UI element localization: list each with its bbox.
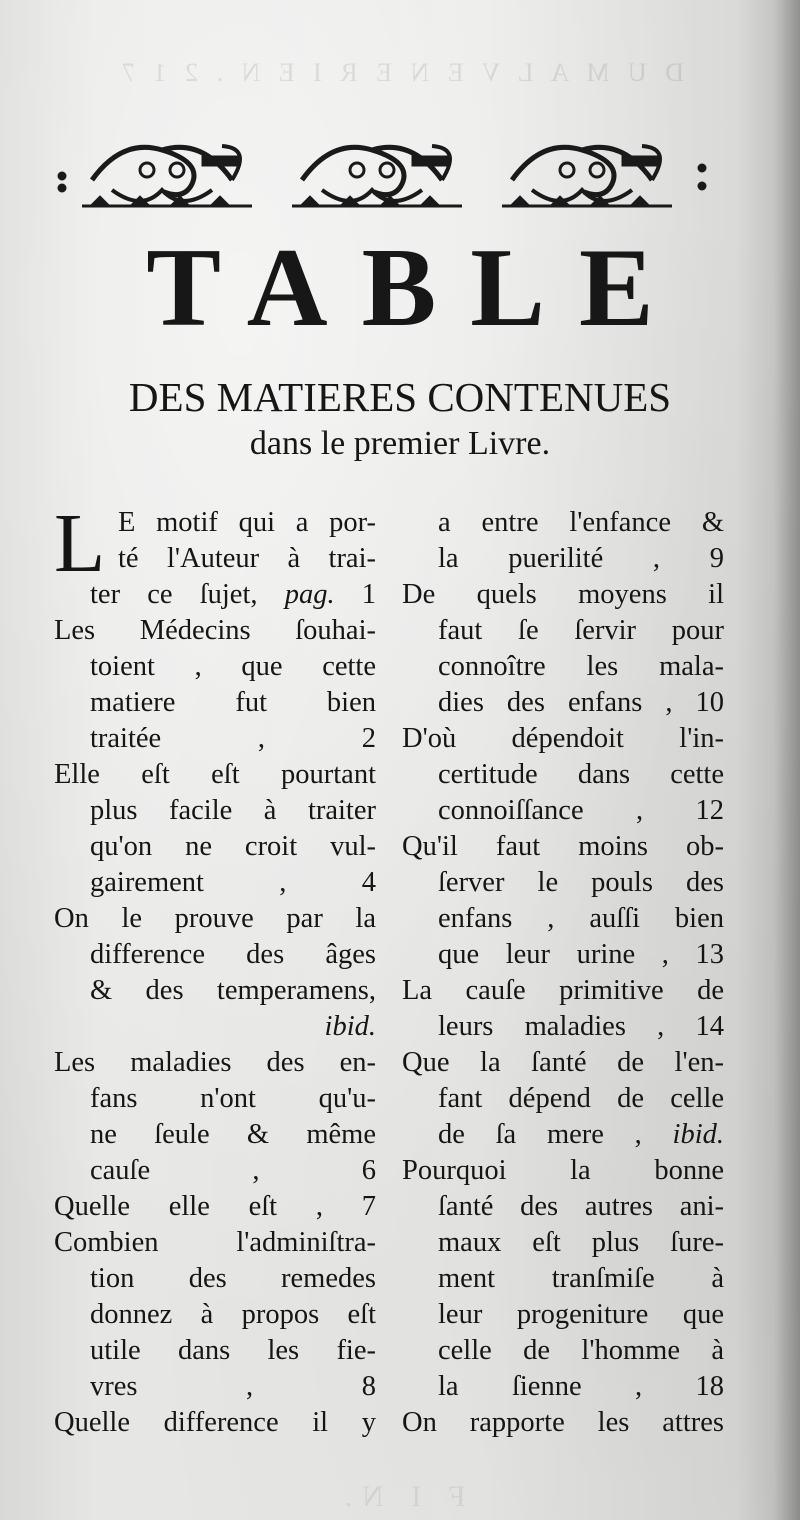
entry-text: gairement , bbox=[90, 867, 287, 898]
index-column-right bbox=[402, 505, 724, 1441]
page-reference: 7 bbox=[361, 1191, 377, 1222]
entry-text: que leur urine , bbox=[438, 939, 669, 970]
page-reference: 10 bbox=[695, 687, 725, 718]
entry-text: Quelle difference il y bbox=[54, 1407, 376, 1438]
index-line bbox=[54, 901, 376, 937]
index-line bbox=[54, 577, 376, 613]
entry-text: ne ſeule & même bbox=[90, 1119, 376, 1150]
entry-text: Les maladies des en- bbox=[54, 1047, 376, 1078]
page-reference: 2 bbox=[361, 723, 376, 754]
page-reference: ibid. bbox=[324, 1011, 376, 1042]
index-line bbox=[54, 505, 376, 541]
index-line bbox=[54, 793, 376, 829]
entry-text: ment tranſmiſe à bbox=[438, 1263, 724, 1294]
index-line bbox=[402, 649, 724, 685]
index-line bbox=[54, 1405, 376, 1441]
page-reference: 9 bbox=[709, 543, 725, 574]
index-line bbox=[402, 541, 724, 577]
index-line bbox=[54, 1045, 376, 1081]
entry-text: qu'on ne croit vul- bbox=[90, 831, 376, 862]
index-line bbox=[54, 973, 376, 1009]
index-column-left bbox=[54, 497, 377, 1441]
entry-text: Pourquoi la bonne bbox=[402, 1155, 724, 1186]
entry-text: La cauſe primitive de bbox=[402, 975, 724, 1006]
index-line bbox=[402, 1189, 724, 1225]
entry-text: ſanté des autres ani- bbox=[438, 1191, 724, 1222]
entry-text: faut ſe ſervir pour bbox=[438, 615, 724, 646]
index-line bbox=[402, 1009, 724, 1045]
entry-text: certitude dans cette bbox=[438, 759, 724, 790]
index-line bbox=[54, 649, 376, 685]
entry-text: leurs maladies , bbox=[438, 1011, 665, 1042]
entry-text: la puerilité , bbox=[438, 543, 661, 574]
entry-text: Que la ſanté de l'en- bbox=[402, 1047, 724, 1078]
floral-headpiece-ornament-icon bbox=[52, 128, 712, 218]
index-line bbox=[54, 1081, 376, 1117]
entry-text: ſerver le pouls des bbox=[438, 867, 724, 898]
entry-text: enfans , auſſi bien bbox=[438, 903, 724, 934]
index-line bbox=[402, 793, 724, 829]
index-line bbox=[402, 937, 724, 973]
index-line bbox=[402, 1081, 724, 1117]
index-line bbox=[402, 1333, 724, 1369]
entry-text: & des temperamens, bbox=[90, 975, 376, 1006]
page-reference: 6 bbox=[361, 1155, 376, 1186]
entry-text: leur progeniture que bbox=[438, 1299, 724, 1330]
page-reference: ibid. bbox=[672, 1119, 724, 1150]
entry-text: On rapporte les attres bbox=[402, 1407, 724, 1438]
entry-text: ter ce ſujet, bbox=[90, 579, 258, 610]
index-line bbox=[402, 505, 724, 541]
index-line bbox=[402, 1153, 724, 1189]
index-line bbox=[54, 757, 376, 793]
page-reference: 18 bbox=[695, 1371, 724, 1402]
entry-text: E motif qui a por- bbox=[118, 507, 376, 538]
entry-text: Les Médecins ſouhai- bbox=[54, 615, 376, 646]
index-line bbox=[54, 613, 376, 649]
page-reference: 14 bbox=[695, 1011, 725, 1042]
index-line bbox=[54, 685, 376, 721]
index-line bbox=[402, 973, 724, 1009]
show-through-running-head: D U M A L V E N E R I E N . 2 1 7 bbox=[115, 58, 685, 87]
entry-text: té l'Auteur à trai- bbox=[118, 543, 376, 574]
entry-text: Elle eſt eſt pourtant bbox=[54, 759, 376, 790]
entry-text: Quelle elle eſt , bbox=[54, 1191, 323, 1222]
index-line bbox=[402, 865, 724, 901]
index-line bbox=[402, 577, 724, 613]
entry-text: cauſe , bbox=[90, 1155, 260, 1186]
index-line bbox=[402, 757, 724, 793]
entry-text: la ſienne , bbox=[438, 1371, 643, 1402]
entry-text: celle de l'homme à bbox=[438, 1335, 724, 1366]
entry-text: matiere fut bien bbox=[90, 687, 376, 718]
index-line bbox=[54, 1153, 376, 1189]
index-line bbox=[54, 829, 376, 865]
page-title: TABLE bbox=[146, 226, 688, 350]
index-line bbox=[402, 1117, 724, 1153]
entry-text: difference des âges bbox=[90, 939, 376, 970]
index-line bbox=[54, 1117, 376, 1153]
index-line bbox=[54, 865, 376, 901]
index-line bbox=[402, 829, 724, 865]
entry-text: dies des enfans , bbox=[438, 687, 673, 718]
entry-text: donnez à propos eſt bbox=[90, 1299, 376, 1330]
index-line bbox=[54, 1009, 376, 1045]
entry-text: de ſa mere , bbox=[438, 1119, 642, 1150]
index-line bbox=[54, 1297, 376, 1333]
index-line bbox=[402, 1225, 724, 1261]
page-reference: 13 bbox=[695, 939, 724, 970]
page-edge-shadow bbox=[774, 0, 800, 1520]
entry-text: On le prouve par la bbox=[54, 903, 376, 934]
entry-text: traitée , bbox=[90, 723, 266, 754]
index-line bbox=[54, 721, 376, 757]
page-reference: pag. 1 bbox=[284, 579, 377, 610]
page-reference: 4 bbox=[361, 867, 376, 898]
index-line bbox=[54, 1261, 376, 1297]
index-line bbox=[54, 1333, 376, 1369]
index-line bbox=[54, 1225, 376, 1261]
index-line bbox=[402, 1369, 724, 1405]
index-line bbox=[402, 1261, 724, 1297]
index-line bbox=[402, 1045, 724, 1081]
page-reference: 8 bbox=[361, 1371, 377, 1402]
entry-text: maux eſt plus ſure- bbox=[438, 1227, 724, 1258]
entry-text: a entre l'enfance & bbox=[438, 507, 724, 538]
index-line bbox=[54, 1369, 376, 1405]
page-abbreviation: pag. bbox=[284, 579, 335, 610]
index-line bbox=[54, 541, 376, 577]
drop-cap-initial: L bbox=[54, 497, 106, 590]
entry-text: vres , bbox=[90, 1371, 254, 1402]
index-line bbox=[402, 613, 724, 649]
entry-text: De quels moyens il bbox=[402, 579, 724, 610]
index-line bbox=[54, 937, 376, 973]
entry-text: tion des remedes bbox=[90, 1263, 376, 1294]
subtitle-secondary: dans le premier Livre. bbox=[249, 425, 551, 462]
index-line bbox=[402, 901, 724, 937]
entry-text: plus facile à traiter bbox=[90, 795, 376, 826]
entry-text: utile dans les fie- bbox=[90, 1335, 376, 1366]
entry-text: Qu'il faut moins ob- bbox=[402, 831, 724, 862]
index-line bbox=[402, 1405, 724, 1441]
subtitle-main: DES MATIERES CONTENUES bbox=[128, 374, 672, 420]
entry-text: connoître les mala- bbox=[438, 651, 724, 682]
entry-text: fant dépend de celle bbox=[438, 1083, 724, 1114]
entry-text: connoiſſance , bbox=[438, 795, 644, 826]
page-reference: 12 bbox=[695, 795, 725, 826]
entry-text: D'où dépendoit l'in- bbox=[402, 723, 724, 754]
entry-text: toient , que cette bbox=[90, 651, 376, 682]
entry-text: Combien l'adminiſtra- bbox=[54, 1227, 376, 1258]
index-line bbox=[402, 685, 724, 721]
index-line bbox=[402, 1297, 724, 1333]
show-through-footer: F I N. bbox=[334, 1480, 466, 1513]
index-line bbox=[402, 721, 724, 757]
index-line bbox=[54, 1189, 376, 1225]
entry-text: fans n'ont qu'u- bbox=[90, 1083, 376, 1114]
